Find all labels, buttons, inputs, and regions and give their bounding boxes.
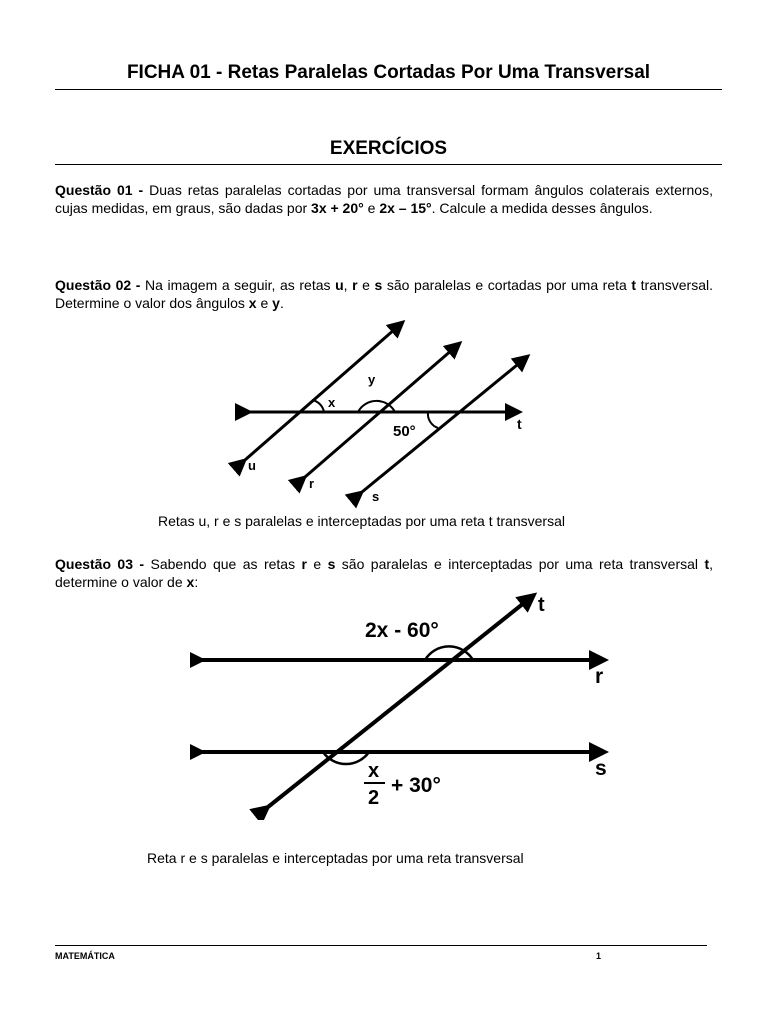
question-02	[55, 277, 713, 312]
question-text-run: e	[256, 294, 273, 311]
question-text-run: . Calcule a medida desses ângulos.	[431, 199, 653, 216]
angle-50-arc	[428, 412, 438, 428]
question-text-run: 2x – 15°	[379, 199, 432, 216]
label-2-denominator: 2	[368, 787, 380, 809]
footer-subject: MATEMÁTICA	[55, 951, 115, 961]
question-text-run: s	[374, 277, 383, 293]
label-r: r	[309, 476, 315, 491]
label-y: y	[368, 372, 376, 387]
page-number: 1	[596, 951, 602, 961]
question-text-run: .	[279, 294, 284, 311]
question-text-run: e	[306, 556, 328, 572]
question-label: Questão 01 -	[55, 182, 144, 198]
question-text-run: t	[631, 277, 637, 293]
question-text-run: r	[301, 556, 307, 572]
label-s: s	[372, 489, 380, 504]
question-text-run: Na imagem a seguir, as retas	[140, 277, 336, 293]
section-underline	[55, 164, 722, 165]
question-text-run: e	[363, 199, 380, 216]
line-s	[362, 356, 528, 492]
footer-rule	[55, 945, 707, 946]
label-r: r	[595, 665, 604, 688]
section-heading: EXERCÍCIOS	[329, 138, 448, 159]
title-underline	[55, 89, 722, 90]
question-text-run: e	[357, 277, 375, 293]
question-text-run: t	[704, 556, 710, 572]
question-text-run: são paralelas e interceptadas por uma reta transversal	[335, 556, 705, 572]
label-50-degrees: 50°	[393, 423, 416, 440]
question-text-run: ,	[343, 277, 353, 293]
parallel-lines-diagram-2	[190, 585, 630, 820]
question-text-run: Duas retas paralelas cortadas por uma transversal formam ângulos colaterais externos, cujas medidas, em graus, são dadas por	[55, 182, 713, 216]
question-text-run: x	[248, 294, 257, 311]
question-text-run: são paralelas e cortadas por uma reta	[382, 277, 632, 293]
line-r	[305, 343, 460, 477]
question-text-run: 3x + 20°	[311, 199, 364, 216]
line-u	[245, 322, 403, 460]
question-text-run: r	[352, 277, 358, 293]
question-label: Questão 03 -	[55, 556, 145, 572]
label-s: s	[595, 757, 607, 780]
question-text-run: u	[335, 277, 344, 293]
question-text-run: Sabendo que as retas	[144, 556, 302, 572]
label-2x-minus-60: 2x - 60°	[365, 619, 439, 642]
label-u: u	[248, 458, 256, 473]
question-text-run: s	[327, 556, 336, 572]
parallel-lines-diagram-1	[220, 315, 540, 510]
question-text-run: y	[272, 294, 280, 311]
question-01	[55, 182, 713, 217]
label-plus-30: + 30°	[391, 774, 441, 797]
question-label: Questão 02 -	[55, 277, 141, 293]
page-title: FICHA 01 - Retas Paralelas Cortadas Por Uma Transversal	[126, 62, 651, 83]
label-x: x	[328, 395, 336, 410]
figure-1-caption: Retas u, r e s paralelas e interceptadas por uma reta t transversal	[158, 513, 565, 529]
label-x-numerator: x	[368, 760, 380, 782]
question-text-run: x	[186, 573, 195, 590]
question-text-run: :	[194, 573, 199, 590]
label-t: t	[517, 416, 522, 432]
question-text-run: , determine o valor de	[55, 556, 713, 590]
figure-2-caption: Reta r e s paralelas e interceptadas por uma reta transversal	[147, 850, 524, 866]
question-text-run: transversal. Determine o valor dos ângulos	[55, 277, 713, 311]
label-t: t	[538, 594, 545, 616]
